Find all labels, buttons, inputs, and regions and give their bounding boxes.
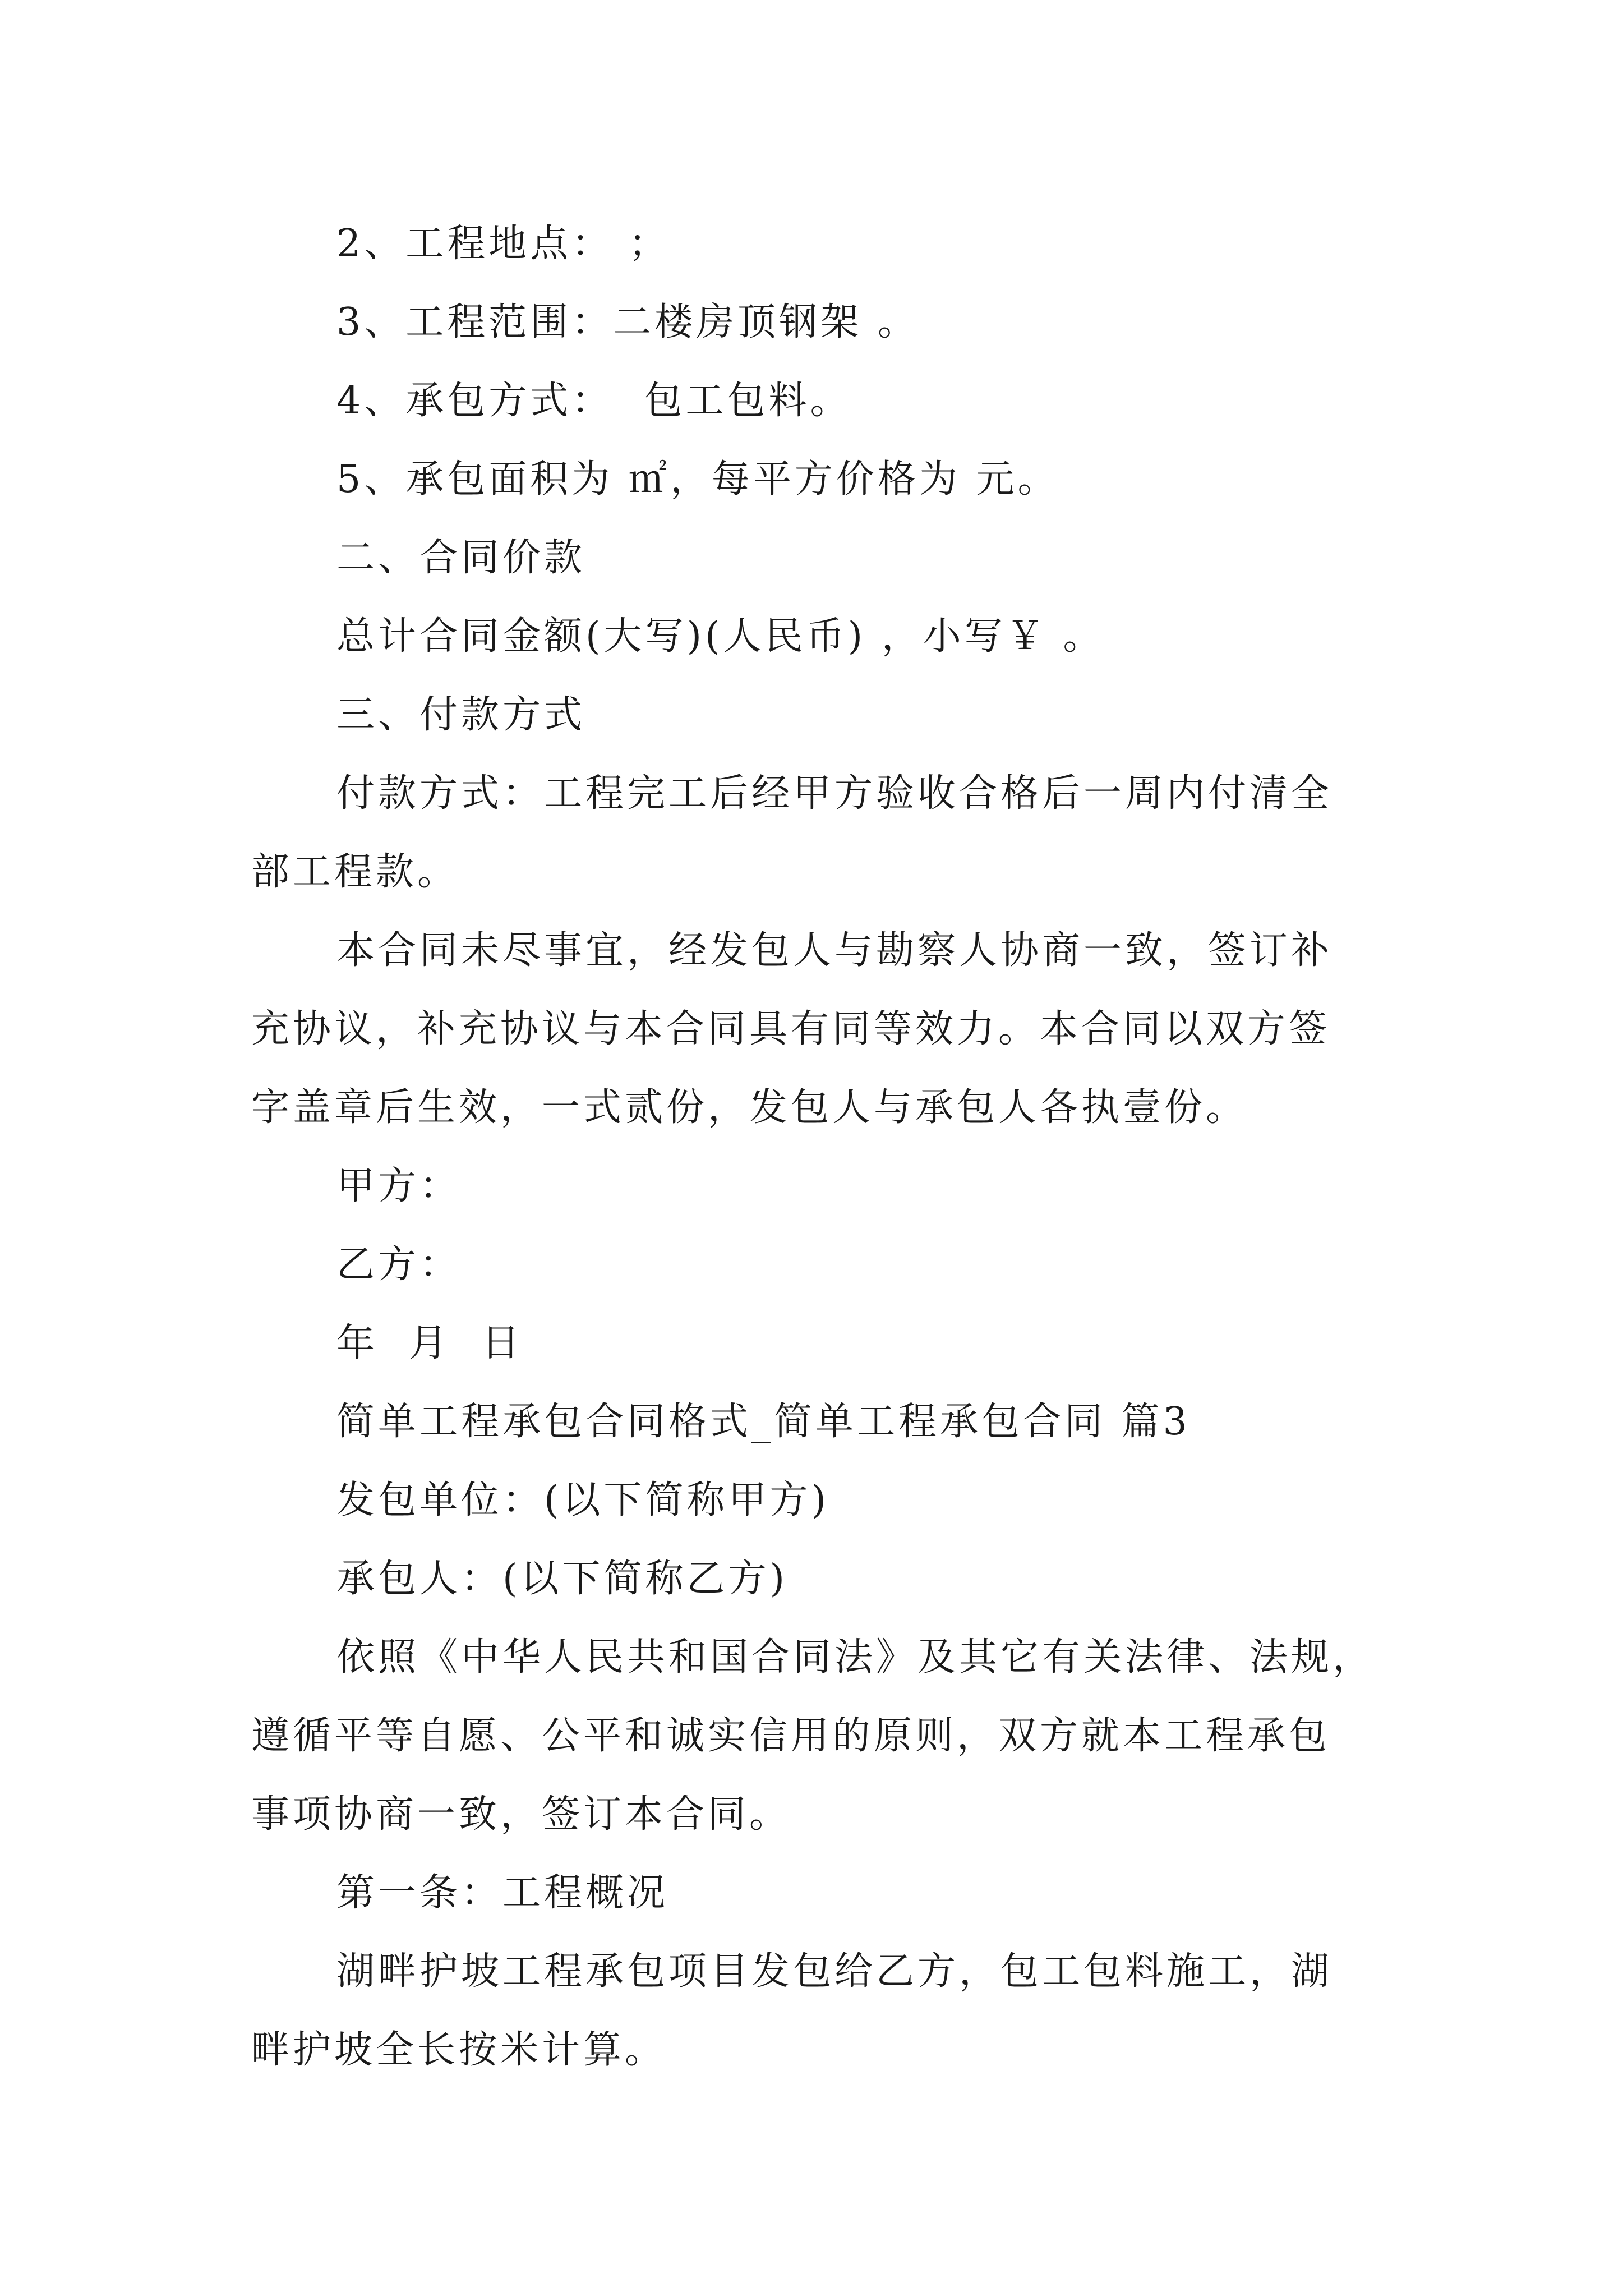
contract-area-line: 5、承包面积为 ㎡，每平方价格为 元。 [336, 457, 1059, 501]
party-a-label: 甲方： [336, 1164, 462, 1208]
law-paragraph-line-2: 遵循平等自愿、公平和诚实信用的原则，双方就本工程承包 [251, 1714, 1331, 1758]
supplement-paragraph-line-2: 充协议，补充协议与本合同具有同等效力。本合同以双方签 [251, 1007, 1331, 1051]
supplement-paragraph-line-1: 本合同未尽事宜，经发包人与勘察人协商一致，签订补 [336, 928, 1333, 973]
law-paragraph-line-1: 依照《中华人民共和国合同法》及其它有关法律、法规， [336, 1635, 1375, 1680]
heading-payment-method: 三、付款方式 [336, 693, 586, 737]
contractor-unit-line: 发包单位：(以下简称甲方) [336, 1478, 830, 1522]
section-title: 简单工程承包合同格式_简单工程承包合同 篇3 [336, 1400, 1191, 1444]
party-b-label: 乙方： [336, 1243, 462, 1287]
heading-contract-price: 二、合同价款 [336, 536, 586, 580]
contract-method-line: 4、承包方式： 包工包料。 [336, 379, 852, 423]
article-1-title: 第一条：工程概况 [336, 1871, 669, 1915]
total-amount-line: 总计合同金额(大写)(人民币) ，小写￥ 。 [336, 614, 1105, 659]
project-location-line: 2、工程地点： ； [336, 222, 670, 266]
overview-paragraph-line-2: 畔护坡全长按米计算。 [251, 2028, 667, 2072]
payment-paragraph-line-1: 付款方式：工程完工后经甲方验收合格后一周内付清全 [336, 771, 1333, 816]
supplement-paragraph-line-3: 字盖章后生效，一式贰份，发包人与承包人各执壹份。 [251, 1085, 1248, 1130]
contractee-line: 承包人：(以下简称乙方) [336, 1557, 789, 1601]
date-line: 年 月 日 [336, 1321, 523, 1365]
project-scope-line: 3、工程范围：二楼房顶钢架 。 [336, 300, 919, 344]
document-body [251, 205, 1384, 2090]
payment-paragraph-line-2: 部工程款。 [251, 850, 459, 894]
law-paragraph-line-3: 事项协商一致，签订本合同。 [251, 1792, 791, 1837]
overview-paragraph-line-1: 湖畔护坡工程承包项目发包给乙方，包工包料施工，湖 [336, 1949, 1333, 1994]
